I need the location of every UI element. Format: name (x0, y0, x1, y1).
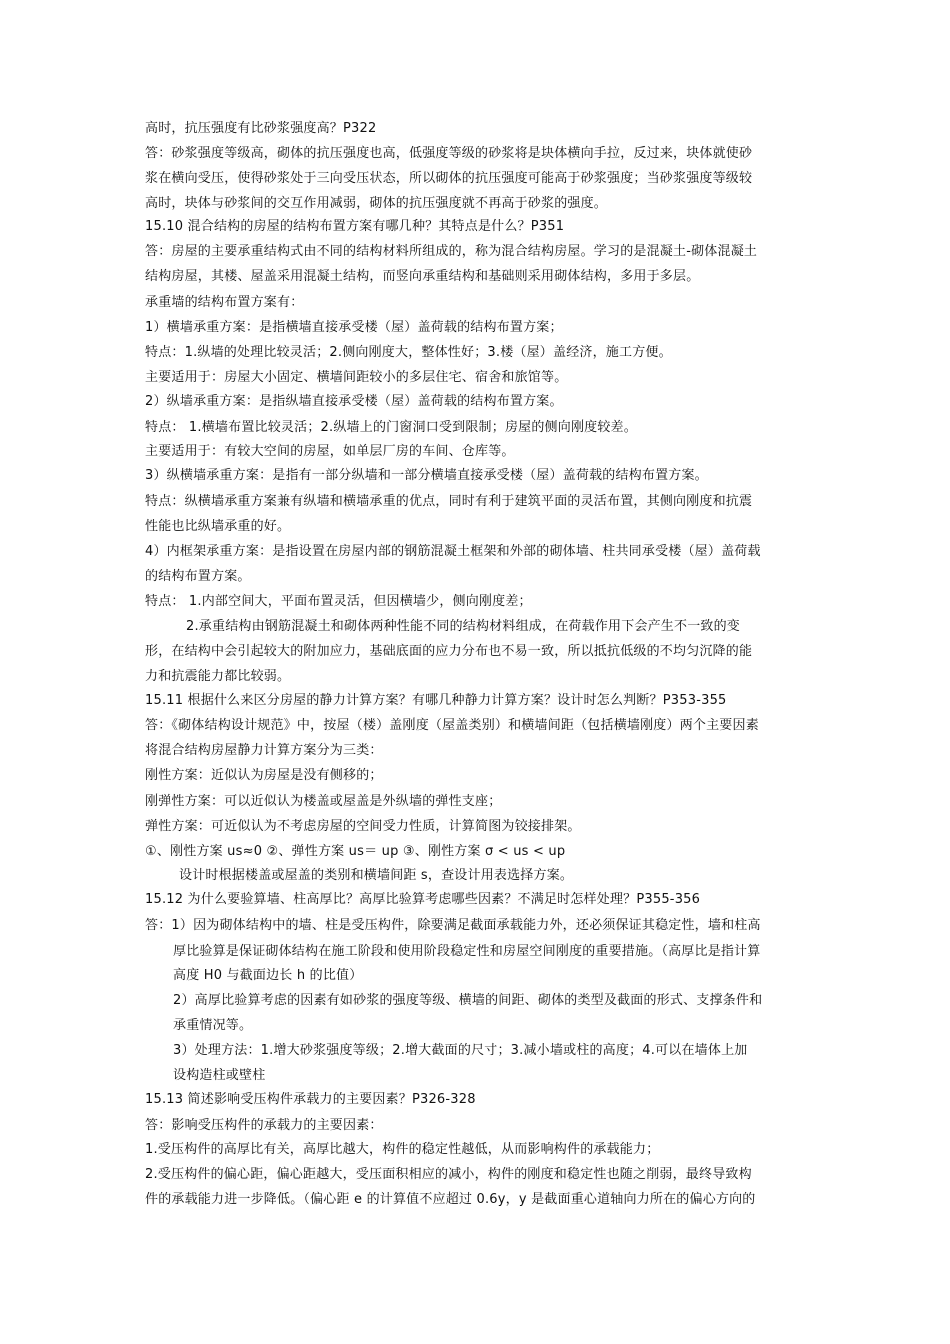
section-heading: 15.13 简述影响受压构件承载力的主要因素？P326-328 (145, 1092, 476, 1107)
text-line: 高时，抗压强度有比砂浆强度高？P322 (145, 121, 377, 136)
text-line: 浆在横向受压，使得砂浆处于三向受压状态，所以砌体的抗压强度可能高于砂浆强度；当砂浆强度等级较 (145, 171, 753, 186)
text-line: 3）处理方法：1.增大砂浆强度等级；2.增大截面的尺寸；3.减小墙或柱的高度；4.可以在墙体上加 (173, 1043, 748, 1058)
text-line: 形，在结构中会引起较大的附加应力，基础底面的应力分布也不易一致，所以抵抗低级的不均匀沉降的能 (145, 644, 753, 659)
text-line: 将混合结构房屋静力计算方案分为三类： (145, 743, 383, 758)
text-line: 设计时根据楼盖或屋盖的类别和横墙间距 s，查设计用表选择方案。 (179, 868, 574, 883)
text-line: 答：砂浆强度等级高，砌体的抗压强度也高，低强度等级的砂浆将是块体横向手拉，反过来，块体就使砂 (145, 146, 753, 161)
text-line: 1.受压构件的高厚比有关，高厚比越大，构件的稳定性越低，从而影响构件的承载能力； (145, 1142, 660, 1157)
text-line: 答：1）因为砌体结构中的墙、柱是受压构件，除要满足截面承载能力外，还必须保证其稳定性，墙和柱高 (145, 918, 761, 933)
text-line: 厚比验算是保证砌体结构在施工阶段和使用阶段稳定性和房屋空间刚度的重要措施。（高厚比是指计算 (173, 944, 761, 959)
text-line: 承重情况等。 (173, 1018, 253, 1033)
section-heading: 15.12 为什么要验算墙、柱高厚比？高厚比验算考虑哪些因素？不满足时怎样处理？P355-356 (145, 892, 701, 907)
text-line: 2.承重结构由钢筋混凝土和砌体两种性能不同的结构材料组成，在荷载作用下会产生不一致的变 (186, 619, 741, 634)
text-line: 1）横墙承重方案：是指横墙直接承受楼（屋）盖荷载的结构布置方案； (145, 320, 563, 335)
text-line: 高度 H0 与截面边长 h 的比值） (173, 968, 363, 983)
text-line: 主要适用于：房屋大小固定、横墙间距较小的多层住宅、宿舍和旅馆等。 (145, 370, 568, 385)
text-line: 高时，块体与砂浆间的交互作用减弱，砌体的抗压强度就不再高于砂浆的强度。 (145, 196, 608, 211)
text-line: 弹性方案：可近似认为不考虑房屋的空间受力性质，计算简图为铰接排架。 (145, 819, 581, 834)
text-line: 2.受压构件的偏心距，偏心距越大，受压面积相应的减小，构件的刚度和稳定性也随之削弱，最终导致构 (145, 1167, 752, 1182)
section-heading: 15.10 混合结构的房屋的结构布置方案有哪几种？其特点是什么？P351 (145, 219, 565, 234)
text-line: 主要适用于：有较大空间的房屋，如单层厂房的车间、仓库等。 (145, 444, 515, 459)
section-heading: 15.11 根据什么来区分房屋的静力计算方案？有哪几种静力计算方案？设计时怎么判断？P353-355 (145, 693, 727, 708)
text-line: 的结构布置方案。 (145, 569, 251, 584)
text-line: 特点：1.纵墙的处理比较灵活；2.侧向刚度大，整体性好；3.楼（屋）盖经济，施工方便。 (145, 345, 672, 360)
text-line: 4）内框架承重方案：是指设置在房屋内部的钢筋混凝土框架和外部的砌体墙、柱共同承受楼（屋）盖荷载 (145, 544, 761, 559)
text-line: 承重墙的结构布置方案有： (145, 295, 304, 310)
text-line: 3）纵横墙承重方案：是指有一部分纵墙和一部分横墙直接承受楼（屋）盖荷载的结构布置方案。 (145, 468, 708, 483)
text-line: 刚弹性方案：可以近似认为楼盖或屋盖是外纵墙的弹性支座； (145, 794, 502, 809)
text-line: 件的承载能力进一步降低。（偏心距 e 的计算值不应超过 0.6y，y 是截面重心道轴向力所在的偏心方向的 (145, 1192, 756, 1207)
text-line: 特点： 1.横墙布置比较灵活；2.纵墙上的门窗洞口受到限制；房屋的侧向刚度较差。 (145, 420, 637, 435)
text-line: 答：影响受压构件的承载力的主要因素： (145, 1118, 383, 1133)
text-line: 结构房屋，其楼、屋盖采用混凝土结构，而竖向承重结构和基础则采用砌体结构，多用于多层。 (145, 269, 700, 284)
text-line: 特点：纵横墙承重方案兼有纵墙和横墙承重的优点，同时有利于建筑平面的灵活布置，其侧向刚度和抗震 (145, 494, 753, 509)
text-line: 力和抗震能力都比较弱。 (145, 669, 291, 684)
text-line: 答：《砌体结构设计规范》中，按屋（楼）盖刚度（屋盖类别）和横墙间距（包括横墙刚度）两个主要因素 (145, 718, 759, 733)
text-line: 性能也比纵墙承重的好。 (145, 519, 291, 534)
text-line: 2）纵墙承重方案：是指纵墙直接承受楼（屋）盖荷载的结构布置方案。 (145, 394, 563, 409)
text-line: 特点： 1.内部空间大，平面布置灵活，但因横墙少，侧向刚度差； (145, 594, 532, 609)
formula-line: ①、刚性方案 us≈0 ②、弹性方案 us＝ up ③、刚性方案 σ < us < up (145, 844, 566, 859)
text-line: 答：房屋的主要承重结构式由不同的结构材料所组成的，称为混合结构房屋。学习的是混凝土-砌体混凝土 (145, 244, 758, 259)
text-line: 设构造柱或壁柱 (173, 1068, 266, 1083)
text-line: 2）高厚比验算考虑的因素有如砂浆的强度等级、横墙的间距、砌体的类型及截面的形式、支撑条件和 (173, 993, 763, 1008)
text-line: 刚性方案：近似认为房屋是没有侧移的； (145, 768, 383, 783)
